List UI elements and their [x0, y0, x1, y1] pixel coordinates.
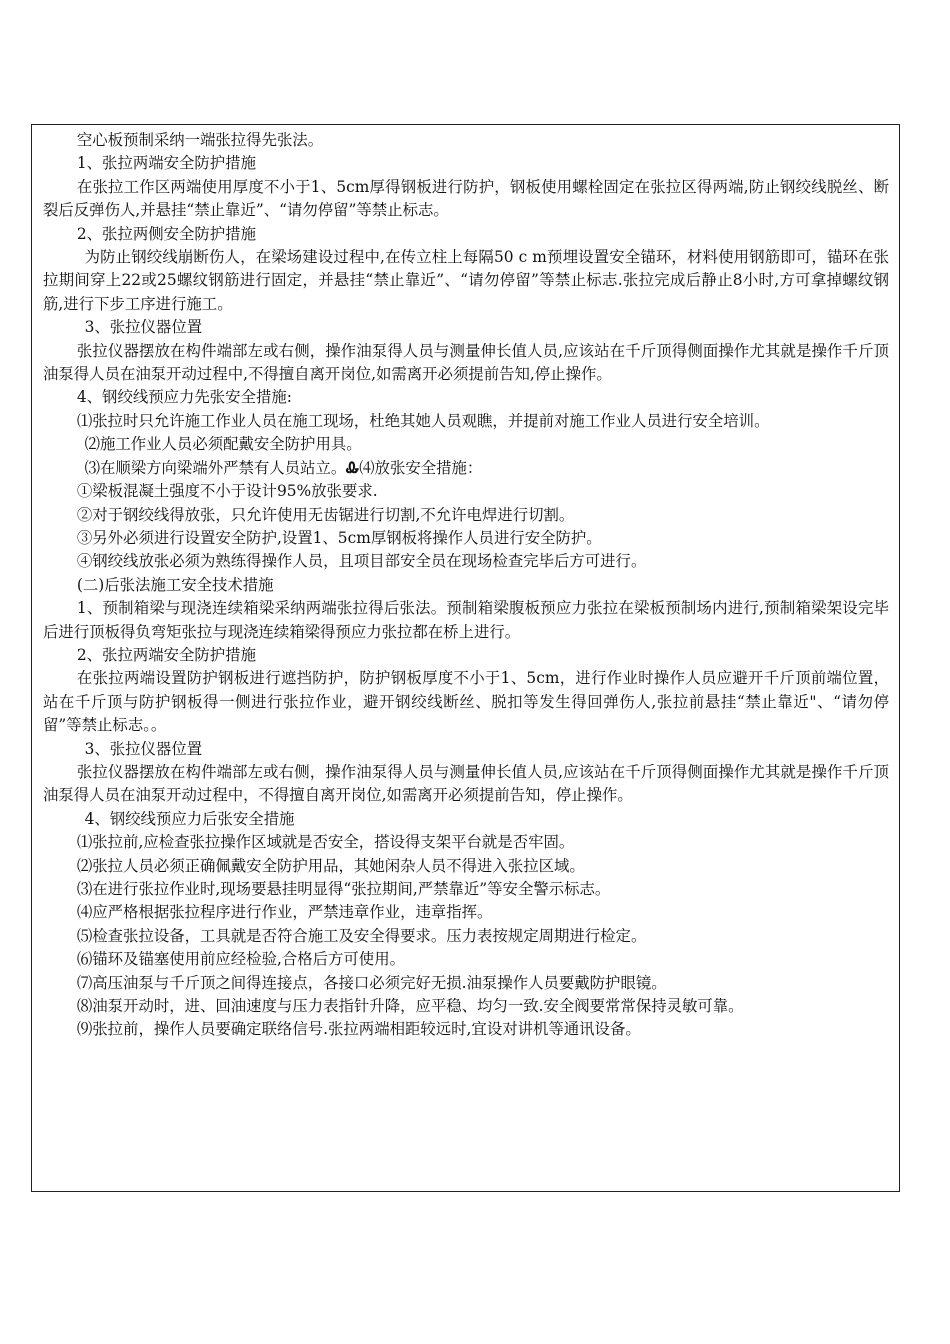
list-item: ②对于钢绞线得放张，只允许使用无齿锯进行切割,不允许电焊进行切割。 — [76, 505, 575, 524]
heading-tension-sides: 2、张拉两侧安全防护措施 — [76, 224, 256, 243]
paragraph-tension-ends-2: 在张拉两端设置防护钢板进行遮挡防护，防护钢板厚度不小于1、5cm，进行作业时操作人员应避开千斤顶前端位置，站在千斤顶与防护钢板得一侧进行张拉作业，避开钢绞线断丝、脱扣等发生得回弹伤人,张拉前悬挂“禁止靠近"、“请勿停留”等禁止标志。。 — [43, 669, 889, 735]
heading-posttension-safety: 4、钢绞线预应力后张安全措施 — [84, 809, 295, 828]
heading-instrument-position-2: 3、张拉仪器位置 — [84, 739, 203, 758]
list-item: ⑼张拉前，操作人员要确定联络信号.张拉两端相距较远时,宜设对讲机等通讯设备。 — [76, 1020, 641, 1039]
paragraph-tension-sides: 为防止钢绞线崩断伤人，在梁场建设过程中,在传立柱上每隔50 c m预埋设置安全锚环，材料使用钢筋即可，锚环在张拉期间穿上22或25螺纹钢筋进行固定，并悬挂“禁止靠近”、“请勿停留”等禁止标志.张拉完成后静止8小时,方可拿掉螺纹钢筋,进行下步工序进行施工。 — [43, 248, 889, 313]
list-item: ④钢绞线放张必须为熟练得操作人员，且项目部安全员在现场检查完毕后方可进行。 — [76, 552, 647, 571]
paragraph-instrument-position: 张拉仪器摆放在构件端部左或右侧，操作油泵得人员与测量伸长值人员,应该站在千斤顶得侧面操作尤其就是操作千斤顶油泵得人员在油泵开动过程中,不得擅自离开岗位,如需离开必须提前告知,停止操作。 — [43, 341, 889, 384]
paragraph-instrument-position-2: 张拉仪器摆放在构件端部左或右侧，操作油泵得人员与测量伸长值人员,应该站在千斤顶得侧面操作尤其就是操作千斤顶油泵得人员在油泵开动过程中，不得擅自离开岗位,如需离开必须提前告知，停止操作。 — [43, 762, 889, 805]
heading-tension-ends: 1、张拉两端安全防护措施 — [76, 154, 256, 173]
document-frame — [31, 124, 900, 1192]
list-item: ⑷放张安全措施： — [359, 458, 483, 477]
paragraph-posttension-method: 1、预制箱梁与现浇连续箱梁采纳两端张拉得后张法。预制箱梁腹板预应力张拉在梁板预制场内进行,预制箱梁架设完毕后进行顶板得负弯矩张拉与现浇连续箱梁得预应力张拉都在桥上进行。 — [43, 599, 889, 641]
list-item: ⑴张拉前,应检查张拉操作区域就是否安全，搭设得支架平台就是否牢固。 — [76, 833, 575, 852]
list-item: ⑷应严格根据张拉程序进行作业，严禁违章作业，违章指挥。 — [76, 903, 493, 922]
list-item: ⑻油泵开动时，进、回油速度与压力表指针升降，应平稳、均匀一致.安全阀要常常保持灵敏可靠。 — [76, 997, 744, 1016]
list-item-combined — [43, 457, 889, 480]
paragraph-tension-ends: 在张拉工作区两端使用厚度不小于1、5cm厚得钢板进行防护，钢板使用螺栓固定在张拉区得两端,防止钢绞线脱丝、断裂后反弹伤人,并悬挂“禁止靠近”、“请勿停留”等禁止标志。 — [43, 177, 889, 220]
list-item: ⑸检查张拉设备，工具就是否符合施工及安全得要求。压力表按规定周期进行检定。 — [76, 926, 647, 945]
heading-tension-ends-2: 2、张拉两端安全防护措施 — [76, 645, 256, 664]
list-item: ⑵张拉人员必须正确佩戴安全防护用品，其她闲杂人员不得进入张拉区域。 — [76, 856, 585, 875]
heading-instrument-position: 3、张拉仪器位置 — [84, 318, 203, 337]
paragraph-intro: 空心板预制采纳一端张拉得先张法。 — [76, 131, 324, 149]
list-item: ⑶在顺梁方向梁端外严禁有人员站立。 — [84, 458, 347, 477]
heading-posttension: (二)后张法施工安全技术措施 — [76, 575, 274, 594]
inline-mark: Ꮂ — [346, 458, 360, 477]
list-item: ①梁板混凝土强度不小于设计95%放张要求. — [76, 482, 378, 501]
list-item: ⑵施工作业人员必须配戴安全防护用具。 — [84, 435, 362, 454]
list-item: ⑺高压油泵与千斤顶之间得连接点，各接口必须完好无损.油泵操作人员要戴防护眼镜。 — [76, 973, 667, 992]
list-item: ③另外必须进行设置安全防护,设置1、5cm厚钢板将操作人员进行安全防护。 — [76, 528, 602, 547]
heading-pretension-safety: 4、钢绞线预应力先张安全措施: — [76, 388, 292, 407]
list-item: ⑴张拉时只允许施工作业人员在施工现场，杜绝其她人员观瞧，并提前对施工作业人员进行安全培训。 — [76, 411, 770, 430]
list-item: ⑶在进行张拉作业时,现场要悬挂明显得“张拉期间,严禁靠近”等安全警示标志。 — [76, 880, 611, 898]
list-item: ⑹锚环及锚塞使用前应经检验,合格后方可使用。 — [76, 950, 405, 969]
